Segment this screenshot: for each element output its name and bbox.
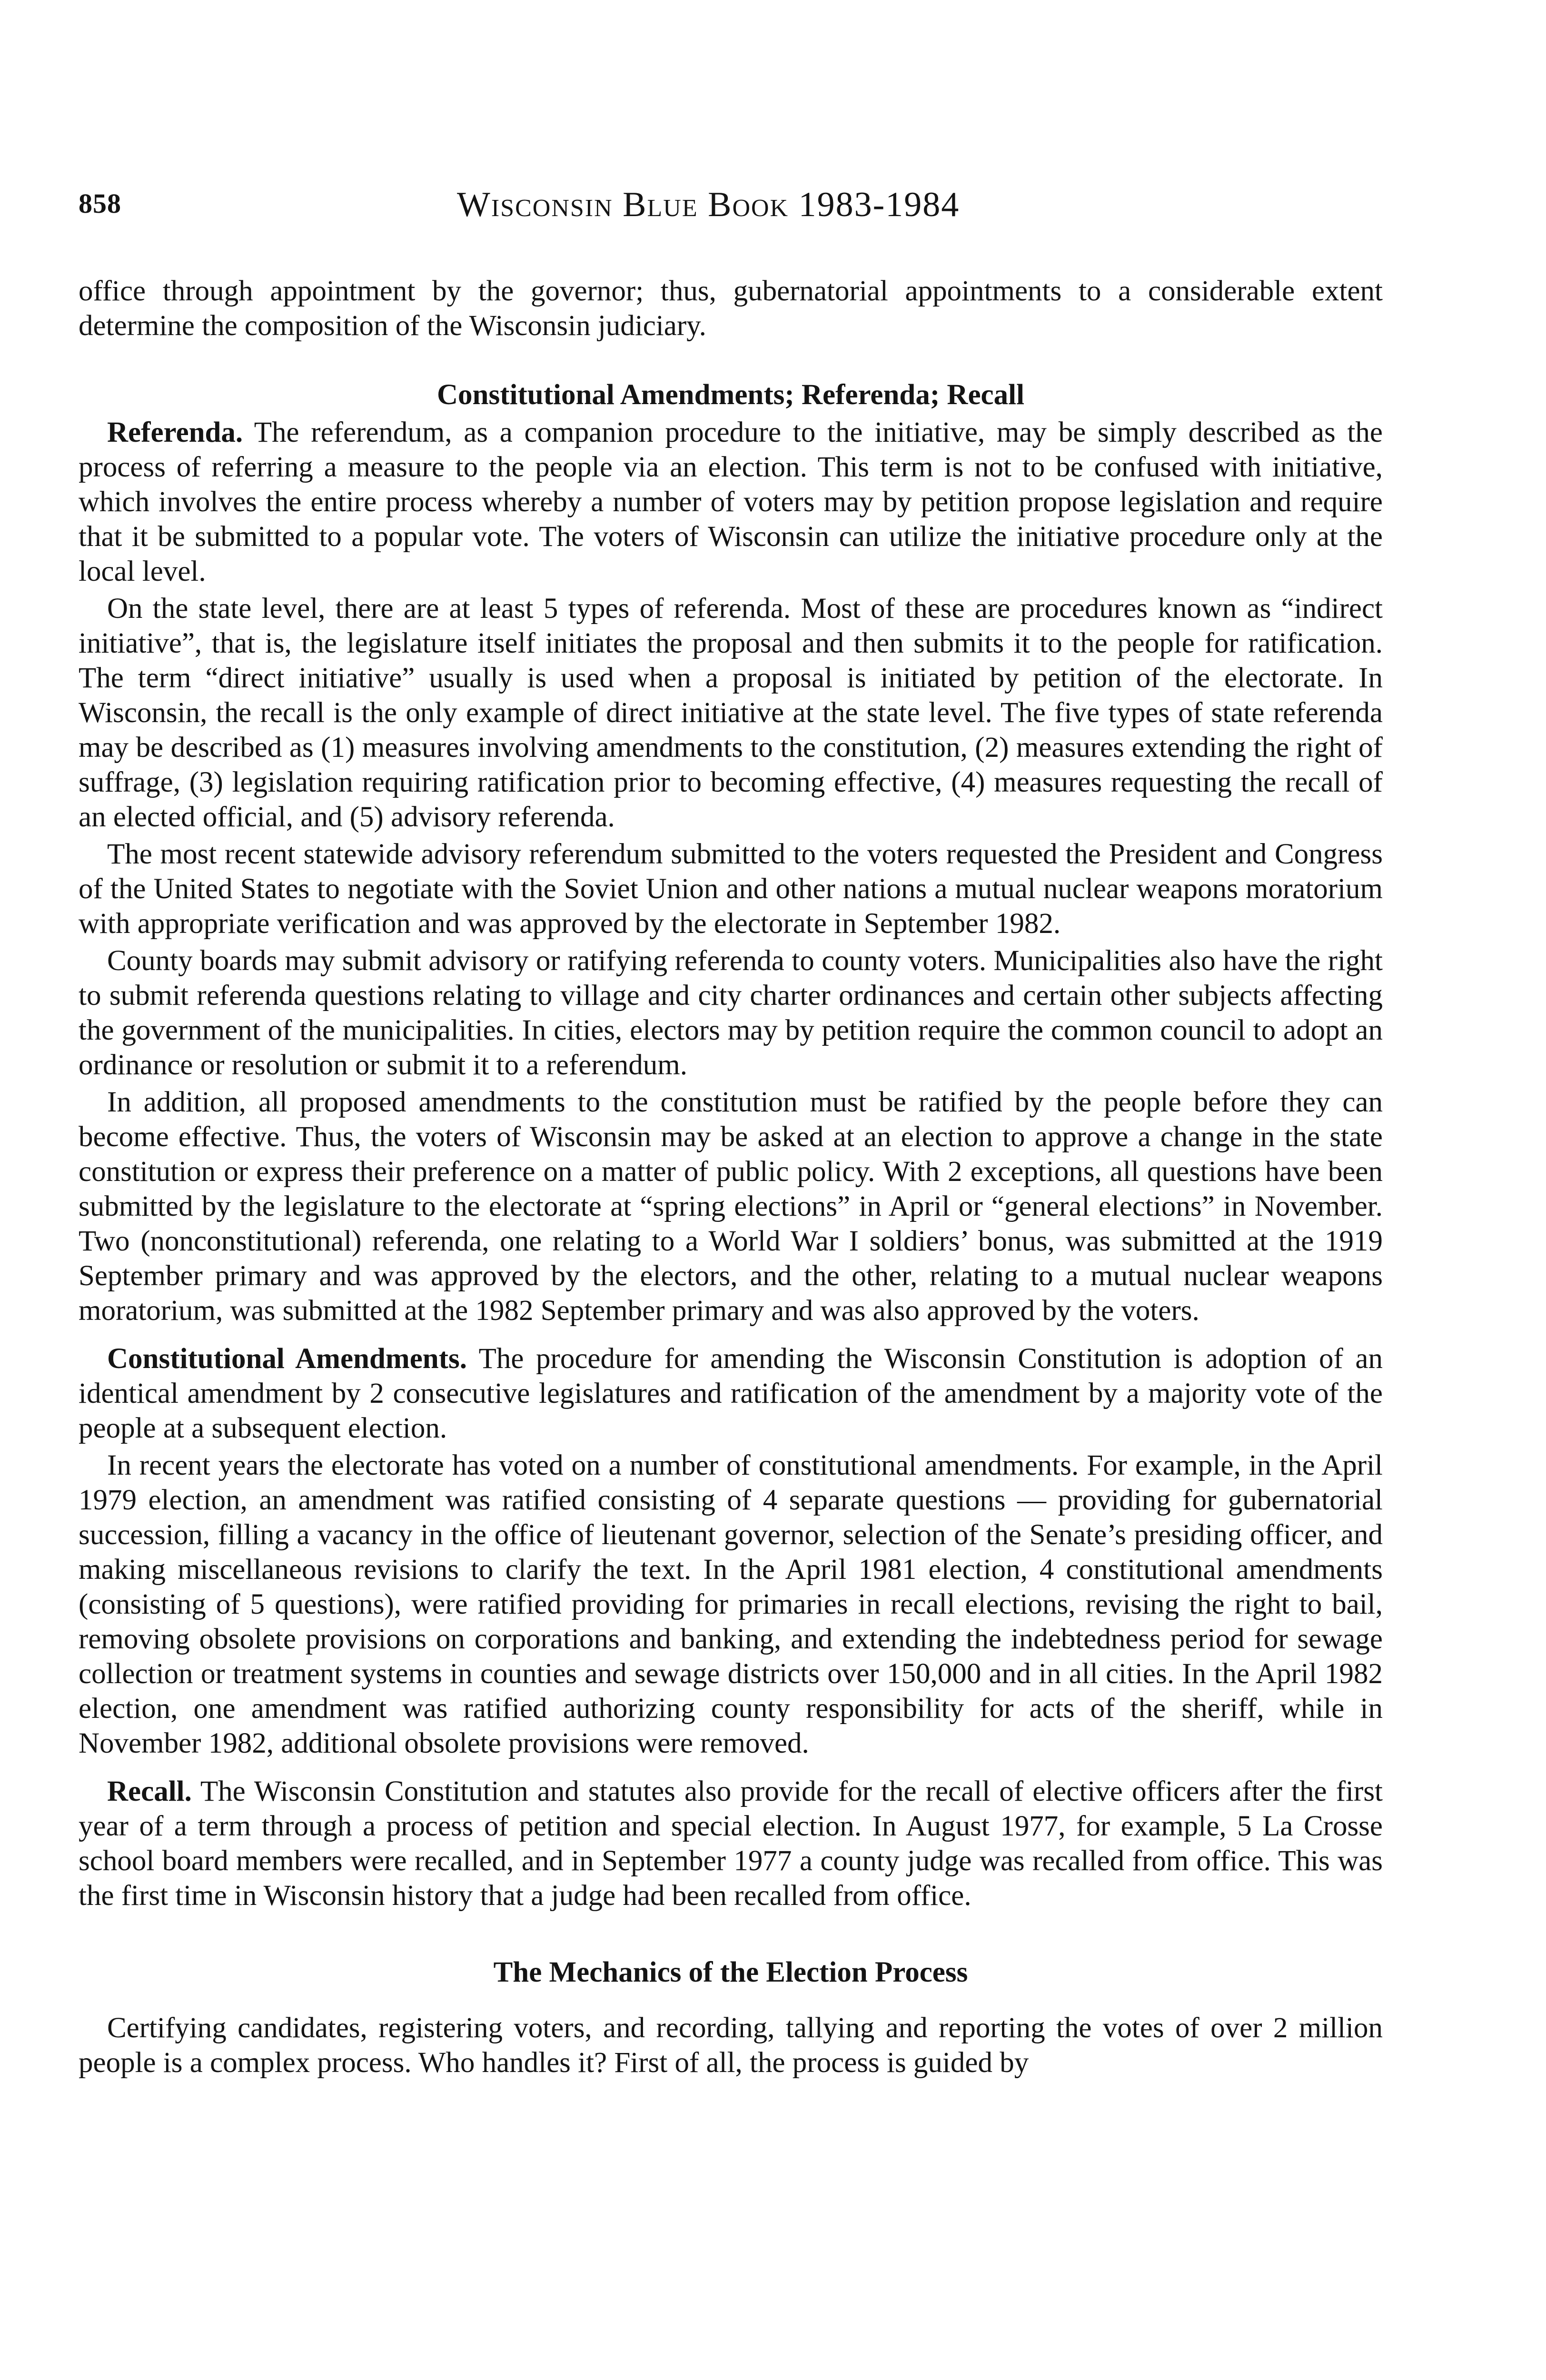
recall-paragraph — [79, 1774, 1383, 1913]
body-text — [79, 274, 1383, 2080]
intro-paragraph: office through appointment by the governor; thus, gubernatorial appointments to a considerable extent determine the composition of the Wisconsin judiciary. — [79, 275, 1383, 342]
section-heading-constitutional-amendments: Constitutional Amendments; Referenda; Recall — [436, 379, 1025, 411]
referenda-paragraph-1 — [79, 415, 1383, 589]
amendments-lead-in: Constitutional Amendments. — [107, 1343, 467, 1375]
referenda-paragraph-2: On the state level, there are at least 5 types of referenda. Most of these are procedures known as “indirect initiative”, that is, the legislature itself initiates the proposal and then submits it to the people for ratification. The term “direct initiative” usually is used when a proposal is initiated by petition of the electorate. In Wisconsin, the recall is the only example of direct initiative at the state level. The five types of state referenda may be described as (1) measures involving amendments to the constitution, (2) measures extending the right of suffrage, (3) legislation requiring ratification prior to becoming effective, (4) measures requesting the recall of an elected official, and (5) advisory referenda. — [79, 593, 1383, 833]
referenda-lead-in: Referenda. — [107, 416, 243, 448]
recall-text: The Wisconsin Constitution and statutes also provide for the recall of elective officers after the first year of a term through a process of petition and special election. In August 1977, for example, 5 La Crosse school board members were recalled, and in September 1977 a county judge was recalled from office. This was the first time in Wisconsin history that a judge had been recalled from office. — [79, 1775, 1383, 1912]
recall-lead-in: Recall. — [107, 1775, 192, 1807]
mechanics-paragraph: Certifying candidates, registering voters, and recording, tallying and reporting the votes of over 2 million people is a complex process. Who handles it? First of all, the process is guided by — [79, 2012, 1383, 2079]
running-header — [79, 185, 1383, 228]
amendments-paragraph-1 — [79, 1341, 1383, 1446]
referenda-paragraph-5: In addition, all proposed amendments to the constitution must be ratified by the people before they can become effective. Thus, the voters of Wisconsin may be asked at an election to approve a change in the state constitution or express their preference on a matter of public policy. With 2 exceptions, all questions have been submitted by the legislature to the electorate at “spring elections” in April or “general elections” in November. Two (nonconstitutional) referenda, one relating to a World War I soldiers’ bonus, was submitted at the 1919 September primary and was approved by the electors, and the other, relating to a mutual nuclear weapons moratorium, was submitted at the 1982 September primary and was also approved by the voters. — [79, 1086, 1383, 1327]
section-heading-election-mechanics: The Mechanics of the Election Process — [493, 1956, 968, 1988]
referenda-paragraph-3: The most recent statewide advisory referendum submitted to the voters requested the President and Congress of the United States to negotiate with the Soviet Union and other nations a mutual nuclear weapons moratorium with appropriate verification and was approved by the electorate in September 1982. — [79, 838, 1383, 940]
page-number: 858 — [79, 188, 121, 219]
referenda-text-1: The referendum, as a companion procedure to the initiative, may be simply described as the process of referring a measure to the people via an election. This term is not to be confused with initiative, which involves the entire process whereby a number of voters may by petition propose legislation and require that it be submitted to a popular vote. The voters of Wisconsin can utilize the initiative procedure only at the local level. — [79, 416, 1383, 587]
referenda-paragraph-4: County boards may submit advisory or ratifying referenda to county voters. Municipalities also have the right to submit referenda questions relating to village and city charter ordinances and certain other subjects affecting the government of the municipalities. In cities, electors may by petition require the common council to adopt an ordinance or resolution or submit it to a referendum. — [79, 945, 1383, 1081]
amendments-paragraph-2: In recent years the electorate has voted on a number of constitutional amendments. For example, in the April 1979 election, an amendment was ratified consisting of 4 separate questions — providing for gubernatorial succession, filling a vacancy in the office of lieutenant governor, selection of the Senate’s presiding officer, and making miscellaneous revisions to clarify the text. In the April 1981 election, 4 constitutional amendments (consisting of 5 questions), were ratified providing for primaries in recall elections, revising the right to bail, removing obsolete provisions on corporations and banking, and extending the indebtedness period for sewage collection or treatment systems in counties and sewage districts over 150,000 and in all cities. In the April 1982 election, one amendment was ratified authorizing county responsibility for acts of the sheriff, while in November 1982, additional obsolete provisions were removed. — [79, 1449, 1383, 1759]
book-title: Wisconsin Blue Book 1983-1984 — [457, 185, 960, 224]
amendments-text-1: The procedure for amending the Wisconsin Constitution is adoption of an identical amendment by 2 consecutive legislatures and ratification of the amendment by a majority vote of the people at a subsequent election. — [79, 1343, 1383, 1444]
